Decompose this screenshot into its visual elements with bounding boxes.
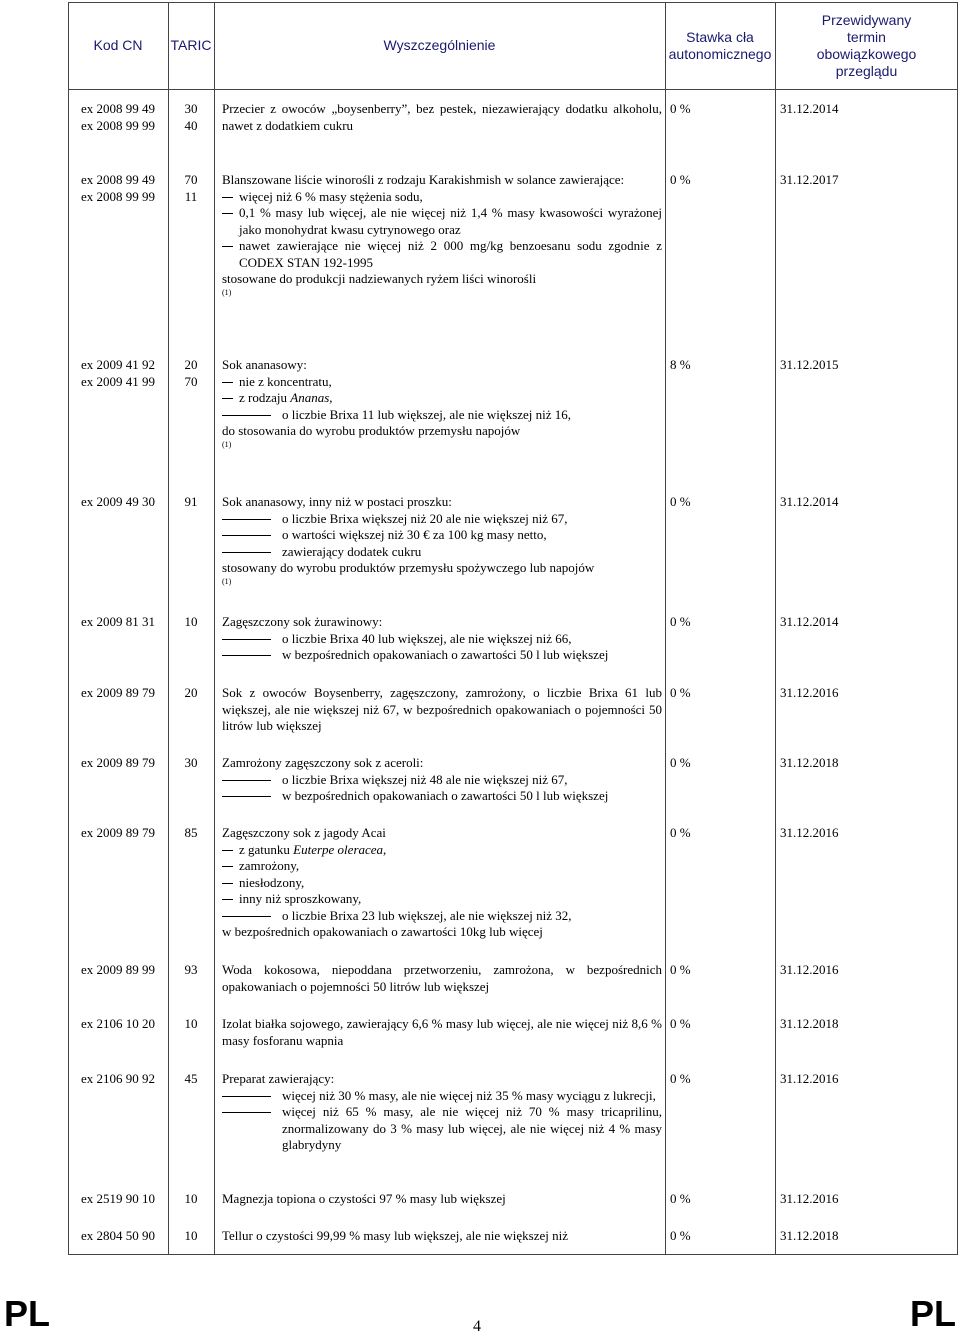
description-outro: w bezpośrednich opakowaniach o zawartości 10kg lub więcej <box>222 924 543 939</box>
description-indent-item: niesłodzony, <box>222 875 662 892</box>
description-indent-item: z rodzaju Ananas, <box>222 390 662 407</box>
footer-language-code-right: PL <box>909 1293 956 1334</box>
taric-value: 70 <box>184 172 198 187</box>
taric-cell <box>168 172 214 205</box>
taric-value: 85 <box>184 825 198 840</box>
kod-cell <box>68 755 168 772</box>
kod-value: ex 2008 99 99 <box>80 188 156 204</box>
description-indent-item: o liczbie Brixa większej niż 48 ale nie większej niż 67, <box>222 772 662 789</box>
description-indent-item: 0,1 % masy lub więcej, ale nie więcej niż 1,4 % masy kwasowości wyrażonej jako monohydrat kwasu cytrynowego oraz <box>222 205 662 238</box>
description-indent-item: nawet zawierające nie więcej niż 2 000 mg/kg benzoesanu sodu zgodnie z CODEX STAN 192-1995 <box>222 238 662 271</box>
description-intro: Zamrożony zagęszczony sok z aceroli: <box>222 755 424 770</box>
description-text: Przecier z owoców „boysenberry”, bez pestek, niezawierający dodatku alkoholu, nawet z dodatkiem cukru <box>222 101 662 133</box>
kod-cell <box>68 357 168 390</box>
description-intro: Sok ananasowy: <box>222 357 307 372</box>
taric-value: 10 <box>184 1228 198 1243</box>
taric-cell <box>168 1228 214 1245</box>
taric-cell <box>168 962 214 979</box>
review-date-cell: 31.12.2014 <box>780 614 839 629</box>
table-border-right <box>957 2 958 1255</box>
taric-value: 20 <box>184 685 198 700</box>
description-indent-item: zamrożony, <box>222 858 662 875</box>
description-intro: Zagęszczony sok żurawinowy: <box>222 614 383 629</box>
review-date-cell: 31.12.2016 <box>780 1191 839 1206</box>
review-date-cell: 31.12.2018 <box>780 1016 839 1031</box>
rate-cell: 0 % <box>670 1016 691 1031</box>
description-indent-item: nie z koncentratu, <box>222 374 662 391</box>
header-termin-line: przeglądu <box>835 62 898 79</box>
taric-value: 70 <box>184 373 198 389</box>
header-wyszczegolnienie <box>214 2 665 89</box>
taric-value: 91 <box>184 494 198 509</box>
taric-cell <box>168 755 214 772</box>
header-stawka-line: autonomicznego <box>668 45 772 62</box>
tariff-table <box>68 2 958 1255</box>
header-termin <box>775 2 958 89</box>
kod-cell <box>68 172 168 205</box>
rate-cell: 8 % <box>670 357 691 372</box>
taric-cell <box>168 614 214 631</box>
footer-language-code-left: PL <box>4 1293 51 1334</box>
description-indent-item: o liczbie Brixa 40 lub większej, ale nie większej niż 66, <box>222 631 662 648</box>
taric-value: 45 <box>184 1071 198 1086</box>
description-cell <box>222 962 662 995</box>
kod-cell <box>68 685 168 702</box>
taric-cell <box>168 357 214 390</box>
description-indent-item: więcej niż 6 % masy stężenia sodu, <box>222 189 662 206</box>
description-text: Woda kokosowa, niepoddana przetworzeniu, zamrożona, w bezpośrednich opakowaniach o pojemności 50 litrów lub większej <box>222 962 662 994</box>
description-cell <box>222 172 662 298</box>
header-stawka-line: Stawka cła <box>686 28 754 45</box>
taric-value: 40 <box>184 117 198 133</box>
kod-cell <box>68 825 168 842</box>
description-cell <box>222 755 662 805</box>
description-indent-item: o wartości większej niż 30 € za 100 kg masy netto, <box>222 527 662 544</box>
taric-value: 30 <box>184 101 198 116</box>
description-outro: stosowany do wyrobu produktów przemysłu spożywczego lub napojów <box>222 560 595 575</box>
header-termin-line: termin <box>847 28 886 45</box>
rate-cell: 0 % <box>670 614 691 629</box>
taric-value: 10 <box>184 1191 198 1206</box>
description-outro: do stosowania do wyrobu produktów przemysłu napojów <box>222 423 521 438</box>
kod-value: ex 2009 49 30 <box>80 494 156 509</box>
review-date-cell: 31.12.2018 <box>780 755 839 770</box>
taric-cell <box>168 494 214 511</box>
taric-cell <box>168 101 214 134</box>
kod-cell <box>68 614 168 631</box>
rate-cell: 0 % <box>670 1228 691 1243</box>
description-cell <box>222 101 662 134</box>
kod-cell <box>68 101 168 134</box>
kod-value: ex 2009 89 79 <box>80 825 156 840</box>
description-cell <box>222 494 662 587</box>
description-cell <box>222 1228 662 1245</box>
description-indent-item: z gatunku Euterpe oleracea, <box>222 842 662 859</box>
taric-cell <box>168 685 214 702</box>
taric-value: 93 <box>184 962 198 977</box>
footnote-marker: (1) <box>222 439 232 449</box>
column-divider <box>775 2 776 1255</box>
taric-value: 11 <box>184 188 198 204</box>
description-indent-item: więcej niż 65 % masy, ale nie więcej niż 70 % masy tricaprilinu, znormalizowany do 3 % masy lub więcej, ale nie więcej niż 4 % masy glabrydyny <box>222 1104 662 1154</box>
review-date-cell: 31.12.2017 <box>780 172 839 187</box>
description-indent-item: więcej niż 30 % masy, ale nie więcej niż 35 % masy wyciągu z lukrecji, <box>222 1088 662 1105</box>
rate-cell: 0 % <box>670 101 691 116</box>
description-cell <box>222 685 662 735</box>
kod-cell <box>68 494 168 511</box>
taric-cell <box>168 1071 214 1088</box>
taric-cell <box>168 1016 214 1033</box>
kod-value: ex 2106 90 92 <box>80 1071 156 1086</box>
description-intro: Blanszowane liście winorośli z rodzaju Karakishmish w solance zawierające: <box>222 172 625 187</box>
description-indent-item: o liczbie Brixa większej niż 20 ale nie większej niż 67, <box>222 511 662 528</box>
rate-cell: 0 % <box>670 494 691 509</box>
description-indent-item: w bezpośrednich opakowaniach o zawartości 50 l lub większej <box>222 647 662 664</box>
review-date-cell: 31.12.2015 <box>780 357 839 372</box>
footnote-marker: (1) <box>222 287 232 297</box>
kod-value: ex 2009 89 79 <box>80 685 156 700</box>
kod-cell <box>68 1071 168 1088</box>
kod-value: ex 2009 81 31 <box>80 614 156 629</box>
kod-cell <box>68 1191 168 1208</box>
kod-value: ex 2009 41 99 <box>80 373 156 389</box>
kod-value: ex 2106 10 20 <box>80 1016 156 1031</box>
review-date-cell: 31.12.2014 <box>780 101 839 116</box>
rate-cell: 0 % <box>670 962 691 977</box>
table-border-bottom <box>68 1254 958 1255</box>
description-cell <box>222 614 662 664</box>
kod-value: ex 2009 89 99 <box>80 962 156 977</box>
description-outro: stosowane do produkcji nadziewanych ryżem liści winorośli <box>222 271 537 286</box>
review-date-cell: 31.12.2014 <box>780 494 839 509</box>
kod-value: ex 2009 41 92 <box>80 357 156 372</box>
kod-cell <box>68 1228 168 1245</box>
description-indent-item: w bezpośrednich opakowaniach o zawartości 50 l lub większej <box>222 788 662 805</box>
taric-cell <box>168 1191 214 1208</box>
rate-cell: 0 % <box>670 755 691 770</box>
description-indent-item: inny niż sproszkowany, <box>222 891 662 908</box>
rate-cell: 0 % <box>670 172 691 187</box>
review-date-cell: 31.12.2016 <box>780 825 839 840</box>
description-intro: Sok ananasowy, inny niż w postaci proszku: <box>222 494 452 509</box>
kod-cell <box>68 962 168 979</box>
description-indent-item: o liczbie Brixa 23 lub większej, ale nie większej niż 32, <box>222 908 662 925</box>
description-cell <box>222 825 662 941</box>
description-cell <box>222 1071 662 1154</box>
review-date-cell: 31.12.2016 <box>780 685 839 700</box>
description-indent-item: zawierający dodatek cukru <box>222 544 662 561</box>
description-intro: Preparat zawierający: <box>222 1071 335 1086</box>
taric-value: 10 <box>184 1016 198 1031</box>
kod-value: ex 2009 89 79 <box>80 755 156 770</box>
header-kod-cn <box>68 2 168 89</box>
kod-value: ex 2519 90 10 <box>80 1191 156 1206</box>
kod-value: ex 2804 50 90 <box>80 1228 156 1243</box>
footnote-marker: (1) <box>222 576 232 586</box>
rate-cell: 0 % <box>670 1191 691 1206</box>
description-text: Tellur o czystości 99,99 % masy lub większej, ale nie większej niż <box>222 1228 569 1243</box>
rate-cell: 0 % <box>670 685 691 700</box>
rate-cell: 0 % <box>670 1071 691 1086</box>
header-termin-line: obowiązkowego <box>816 45 917 62</box>
description-text: Sok z owoców Boysenberry, zagęszczony, zamrożony, o liczbie Brixa 61 lub większej, ale nie większej niż 67, w bezpośrednich opakowaniach o pojemności 50 litrów lub większej <box>222 685 662 733</box>
description-cell <box>222 1191 662 1208</box>
description-cell <box>222 357 662 450</box>
header-taric <box>168 2 214 89</box>
kod-value: ex 2008 99 99 <box>80 117 156 133</box>
rate-cell: 0 % <box>670 825 691 840</box>
review-date-cell: 31.12.2016 <box>780 962 839 977</box>
page-number: 4 <box>473 1318 481 1334</box>
taric-value: 30 <box>184 755 198 770</box>
kod-cell <box>68 1016 168 1033</box>
description-text: Izolat białka sojowego, zawierający 6,6 % masy lub więcej, ale nie więcej niż 8,6 % masy fosforanu wapnia <box>222 1016 662 1048</box>
kod-value: ex 2008 99 49 <box>80 172 156 187</box>
description-cell <box>222 1016 662 1049</box>
description-text: Magnezja topiona o czystości 97 % masy lub większej <box>222 1191 506 1206</box>
taric-value: 20 <box>184 357 198 372</box>
kod-value: ex 2008 99 49 <box>80 101 156 116</box>
italic-genus: Ananas <box>290 390 330 405</box>
header-description-label: Wyszczególnienie <box>383 37 496 53</box>
description-indent-item: o liczbie Brixa 11 lub większej, ale nie większej niż 16, <box>222 407 662 424</box>
header-divider <box>68 89 958 90</box>
header-stawka <box>665 2 775 89</box>
header-kod-cn-label: Kod CN <box>93 37 143 53</box>
review-date-cell: 31.12.2016 <box>780 1071 839 1086</box>
column-divider <box>665 2 666 1255</box>
header-taric-label: TARIC <box>170 37 212 53</box>
review-date-cell: 31.12.2018 <box>780 1228 839 1243</box>
taric-value: 10 <box>184 614 198 629</box>
description-intro: Zagęszczony sok z jagody Acai <box>222 825 386 840</box>
header-termin-line: Przewidywany <box>821 11 912 28</box>
column-divider <box>214 2 215 1255</box>
taric-cell <box>168 825 214 842</box>
italic-species: Euterpe oleracea <box>293 841 384 857</box>
